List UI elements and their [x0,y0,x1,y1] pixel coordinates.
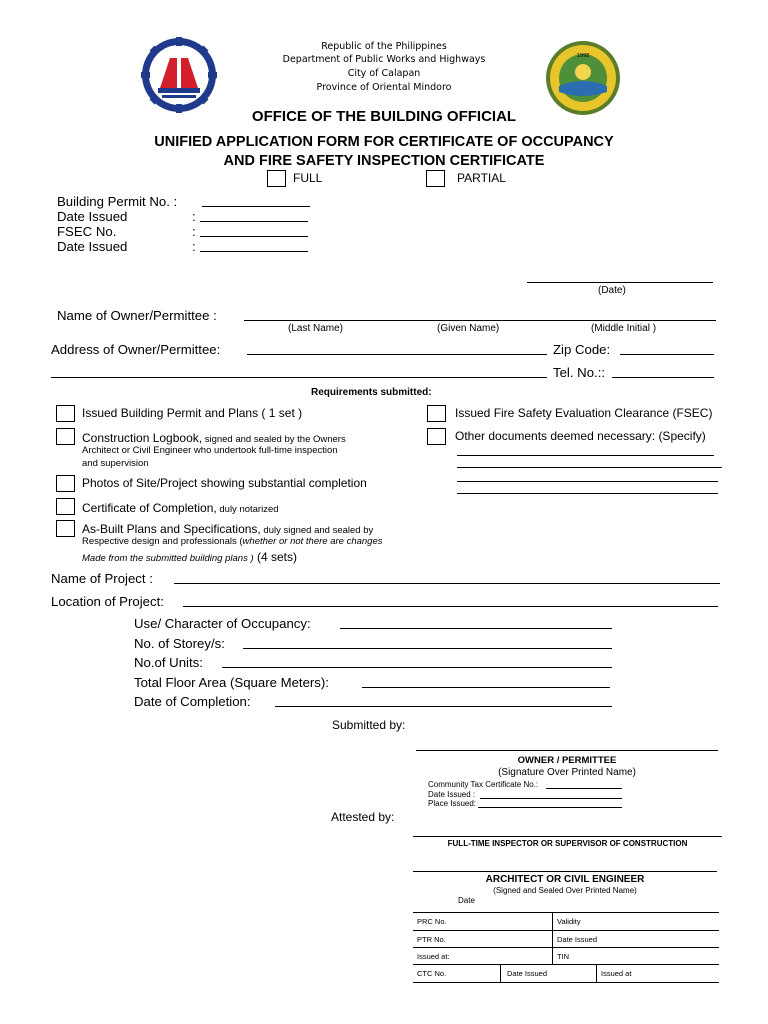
date-issued-label-2: Date Issued [57,239,128,254]
attested-by-label: Attested by: [331,810,395,824]
other-docs-line-3[interactable] [457,481,718,482]
bp-no-label: Building Permit No. : [57,194,178,209]
bp-no-field[interactable] [202,206,310,207]
project-name-label: Name of Project : [51,571,153,586]
logbook-title: Construction Logbook, [82,431,203,445]
full-checkbox[interactable] [267,170,286,187]
asbuilt-sets: (4 sets) [253,550,297,564]
completion-date-label: Date of Completion: [134,694,251,709]
ctc-place-label: Place Issued: [428,799,477,808]
units-label: No.of Units: [134,655,203,670]
engineer-sub: (Signed and Sealed Over Printed Name) [493,886,637,895]
storeys-field[interactable] [243,648,612,649]
form-title-line1: UNIFIED APPLICATION FORM FOR CERTIFICATE OF OCCUPANCY [154,134,614,150]
completion-date-field[interactable] [275,706,612,707]
tel-label: Tel. No.:: [553,365,606,380]
prc-label: PRC No. [417,917,447,926]
ctc-date-label: Date Issued : [428,790,476,799]
req-logbook-line3: and supervision [82,458,149,469]
issued-at-label: Issued at: [417,952,450,961]
other-docs-line-1[interactable] [457,455,714,456]
floor-area-field[interactable] [362,687,610,688]
engineer-title: ARCHITECT OR CIVIL ENGINEER [485,874,645,885]
occupancy-field[interactable] [340,628,612,629]
ptr-date-label: Date Issued [557,935,598,944]
ctc-date-field[interactable] [480,798,622,799]
header-department: Department of Public Works and Highways [282,54,486,65]
form-title-line2: AND FIRE SAFETY INSPECTION CERTIFICATE [223,153,545,169]
req-fsec-checkbox[interactable] [427,405,446,422]
completion-title: Certificate of Completion, [82,501,217,515]
req-asbuilt-line2 [82,536,383,547]
asbuilt-line2-italic: whether or not there are changes [242,536,383,547]
owner-signature-line[interactable] [416,750,718,751]
middle-initial-label: (Middle Initial ) [591,323,657,334]
address-field-2[interactable] [51,377,547,378]
ctc-place-field[interactable] [478,807,622,808]
completion-desc: duly notarized [216,504,279,515]
fsec-no-label: FSEC No. [57,224,117,239]
header-province: Province of Oriental Mindoro [316,82,452,93]
req-logbook-line2: Architect or Civil Engineer who undertook full-time inspection [82,445,338,456]
inspector-signature-line[interactable] [413,836,722,837]
occupancy-label: Use/ Character of Occupancy: [134,616,311,631]
storeys-label: No. of Storey/s: [134,636,225,651]
engineer-signature-line[interactable] [413,871,717,872]
owner-name-field[interactable] [244,320,716,321]
zip-label: Zip Code: [553,342,611,357]
given-name-label: (Given Name) [437,323,500,334]
req-asbuilt-checkbox[interactable] [56,520,75,537]
engineer-date-label: Date [458,896,475,905]
req-completion-label [82,499,279,517]
ctc-date-issued-label: Date Issued [507,969,548,978]
req-building-permit-checkbox[interactable] [56,405,75,422]
date-field[interactable] [527,282,713,283]
colon: : [192,239,196,254]
ctc-no-label: CTC No. [417,969,447,978]
asbuilt-title: As-Built Plans and Specifications, [82,522,261,536]
project-name-field[interactable] [174,583,720,584]
date-issued-label-1: Date Issued [57,209,128,224]
req-other-checkbox[interactable] [427,428,446,445]
ctc-label: Community Tax Certificate No.: [428,780,539,789]
validity-label: Validity [557,917,581,926]
address-field[interactable] [247,354,547,355]
office-title: OFFICE OF THE BUILDING OFFICIAL [251,108,517,125]
logbook-desc: signed and sealed by the Owners [202,434,346,445]
zip-field[interactable] [620,354,714,355]
other-docs-line-2[interactable] [457,467,722,468]
svg-text:1998: 1998 [576,53,590,59]
fsec-no-field[interactable] [200,236,308,237]
req-other-label: Other documents deemed necessary: (Specify) [455,429,706,443]
colon: : [192,224,196,239]
partial-checkbox[interactable] [426,170,445,187]
other-docs-line-4[interactable] [457,493,718,494]
req-asbuilt-line3 [82,550,297,564]
header-city: City of Calapan [347,68,421,79]
floor-area-label: Total Floor Area (Square Meters): [134,675,329,690]
ctc-issued-at-label: Issued at [601,969,632,978]
date-issued-field-1[interactable] [200,221,308,222]
req-fsec-label: Issued Fire Safety Evaluation Clearance (FSEC) [455,406,713,420]
tin-label: TIN [557,952,570,961]
units-field[interactable] [222,667,612,668]
submitted-by-label: Submitted by: [332,718,406,732]
address-label: Address of Owner/Permittee: [51,342,221,357]
owner-title: OWNER / PERMITTEE [517,755,617,766]
req-building-permit-label: Issued Building Permit and Plans ( 1 set ) [82,406,303,420]
asbuilt-line3-italic: Made from the submitted building plans ) [82,553,254,564]
full-label: FULL [293,171,323,185]
project-location-field[interactable] [183,606,718,607]
ctc-field[interactable] [546,788,622,789]
owner-name-label: Name of Owner/Permittee : [57,308,217,323]
colon: : [192,209,196,224]
req-logbook-checkbox[interactable] [56,428,75,445]
req-photos-checkbox[interactable] [56,475,75,492]
header-republic: Republic of the Philippines [321,41,447,52]
asbuilt-desc: duly signed and sealed by [260,525,374,536]
project-location-label: Location of Project: [51,594,164,609]
date-issued-field-2[interactable] [200,251,308,252]
requirements-title: Requirements submitted: [311,387,432,398]
inspector-title: FULL-TIME INSPECTOR OR SUPERVISOR OF CONSTRUCTION [447,839,688,848]
owner-signature-sub: (Signature Over Printed Name) [498,767,636,778]
ptr-label: PTR No. [417,935,446,944]
req-photos-label: Photos of Site/Project showing substantial completion [82,476,367,490]
date-label: (Date) [598,285,626,296]
req-completion-checkbox[interactable] [56,498,75,515]
tel-field[interactable] [612,377,714,378]
last-name-label: (Last Name) [288,323,344,334]
asbuilt-line2-text: Respective design and professionals ( [82,536,243,547]
partial-label: PARTIAL [457,171,506,185]
